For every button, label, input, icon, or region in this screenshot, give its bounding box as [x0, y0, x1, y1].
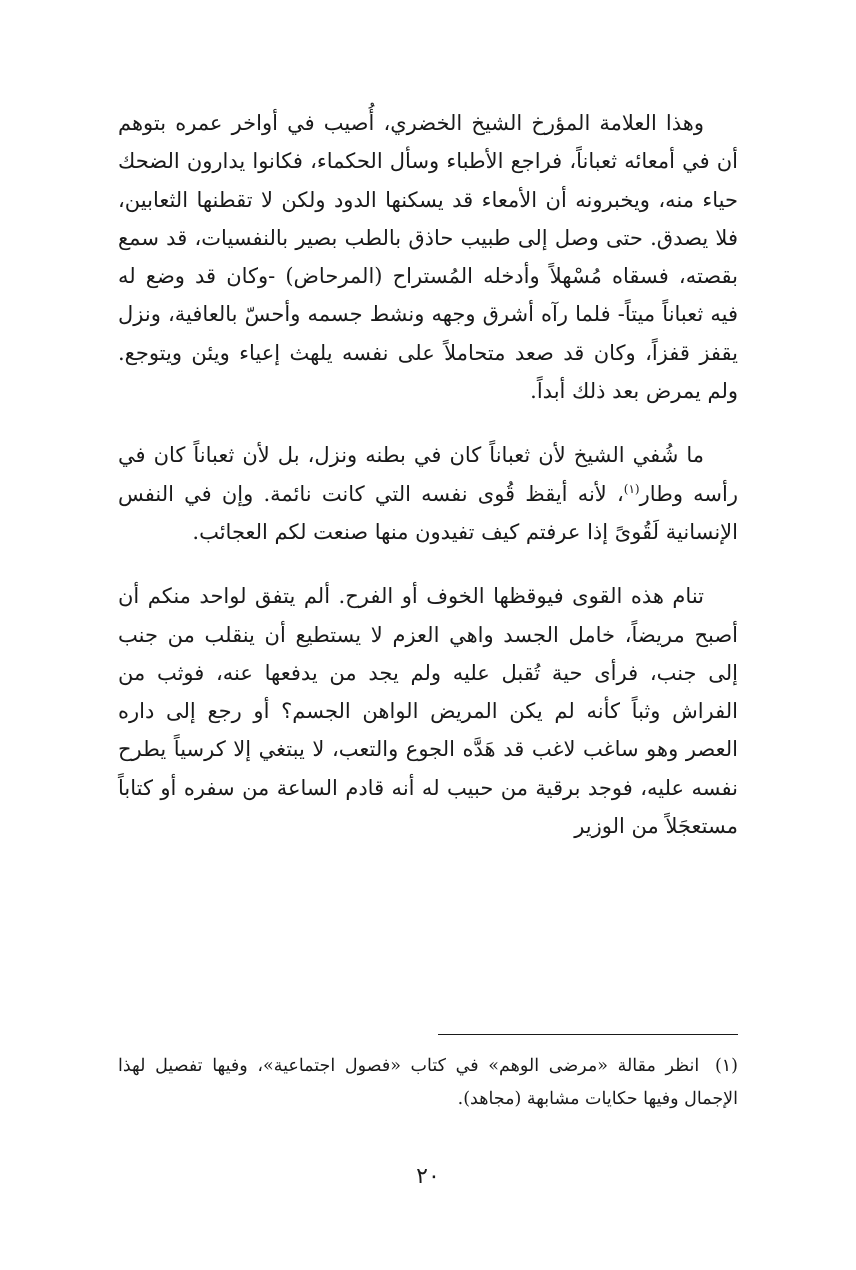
footnote-text: انظر مقالة «مرضى الوهم» في كتاب «فصول اجتماعية»، وفيها تفصيل لهذا الإجمال وفيها حكايات مشابهة (مجاهد). — [118, 1056, 738, 1109]
footnote-divider — [438, 1034, 738, 1035]
paragraph-dormant-powers: تنام هذه القوى فيوقظها الخوف أو الفرح. ألم يتفق لواحد منكم أن أصبح مريضاً، خامل الجسد واهي العزم لا يستطيع أن ينقلب من جنب إلى جنب، فرأى حية تُقبل عليه ولم يجد من يدفعها عنه، فوثب من الفراش وثباً كأنه لم يكن المريض الواهن الجسم؟ أو رجع إلى داره العصر وهو ساغب لاغب قد هَدَّه الجوع والتعب، لا يبتغي إلا كرسياً يطرح نفسه عليه، فوجد برقية من حبيب له أنه قادم الساعة من سفره أو كتاباً مستعجَلاً من الوزير — [118, 584, 738, 839]
footnote-reference[interactable]: (١) — [623, 481, 640, 496]
page-body — [118, 104, 738, 871]
paragraph-cure-explanation — [118, 436, 738, 551]
footnote — [118, 1050, 738, 1116]
paragraph-text-before-note: ما شُفي الشيخ لأن ثعباناً كان في بطنه ونزل، بل لأن ثعباناً كان في رأسه وطار — [118, 443, 738, 506]
paragraph-text-after-note: ، لأنه أيقظ قُوى نفسه التي كانت نائمة. وإن في النفس الإنسانية لَقُوىً إذا عرفتم كيف تفيدون منها صنعت لكم العجائب. — [118, 481, 738, 544]
page-number: ٢٠ — [416, 1164, 440, 1189]
footnote-marker: (١) — [714, 1056, 738, 1076]
paragraph-khudari-story: وهذا العلامة المؤرخ الشيخ الخضري، أُصيب في أواخر عمره بتوهم أن في أمعائه ثعباناً، فراجع الأطباء وسأل الحكماء، فكانوا يدارون الضحك حياء منه، ويخبرونه أن الأمعاء قد يسكنها الدود ولكن لا تقطنها الثعابين، فلا يصدق. حتى وصل إلى طبيب حاذق بالطب بصير بالنفسيات، قد سمع بقصته، فسقاه مُسْهلاً وأدخله المُستراح (المرحاض) -وكان قد وضع له فيه ثعباناً ميتاً- فلما رآه أشرق وجهه ونشط جسمه وأحسّ بالعافية، ونزل يقفز قفزاً، وكان قد صعد متحاملاً على نفسه يلهث إعياء ويئن ويتوجع. ولم يمرض بعد ذلك أبداً. — [118, 111, 738, 404]
